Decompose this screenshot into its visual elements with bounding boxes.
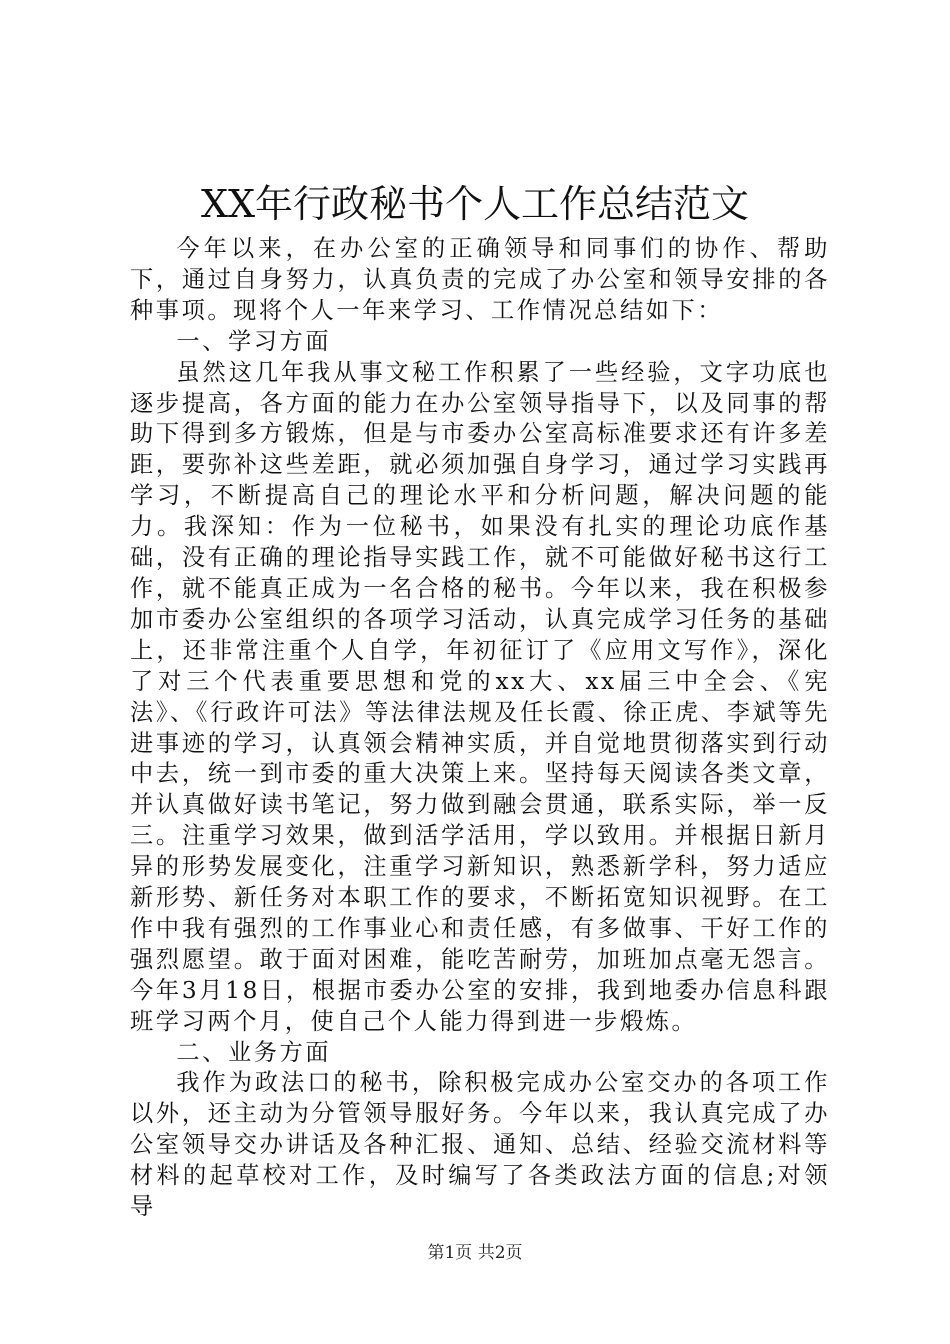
document-body bbox=[130, 234, 830, 1223]
document-title: XX年行政秘书个人工作总结范文 bbox=[200, 182, 750, 226]
page-number-footer: 第1页 共2页 bbox=[427, 1243, 523, 1263]
business-paragraph: 我作为政法口的秘书，除积极完成办公室交办的各项工作以外，还主动为分管领导服好务。今年以来，我认真完成了办公室领导交办讲话及各种汇报、通知、总结、经验交流材料等材料的起草校对工作，及时编写了各类政法方面的信息;对领导 bbox=[130, 1069, 830, 1221]
study-paragraph: 虽然这几年我从事文秘工作积累了一些经验，文字功底也逐步提高，各方面的能力在办公室领导指导下，以及同事的帮助下得到多方锻炼，但是与市委办公室高标准要求还有许多差距，要弥补这些差距，就必须加强自身学习，通过学习实践再学习，不断提高自己的理论水平和分析问题，解决问题的能力。我深知：作为一位秘书，如果没有扎实的理论功底作基础，没有正确的理论指导实践工作，就不可能做好秘书这行工作，就不能真正成为一名合格的秘书。今年以来，我在积极参加市委办公室组织的各项学习活动，认真完成学习任务的基础上，还非常注重个人自学，年初征订了《应用文写作》，深化了对三个代表重要思想和党的xx大、xx届三中全会、《宪法》、《行政许可法》等法律法规及任长霞、徐正虎、李斌等先进事迹的学习，认真领会精神实质，并自觉地贯彻落实到行动中去，统一到市委的重大决策上来。坚持每天阅读各类文章，并认真做好读书笔记，努力做到融会贯通，联系实际，举一反三。注重学习效果，做到活学活用，学以致用。并根据日新月异的形势发展变化，注重学习新知识，熟悉新学科，努力适应新形势、新任务对本职工作的要求，不断拓宽知识视野。在工作中我有强烈的工作事业心和责任感，有多做事、干好工作的强烈愿望。敢于面对困难，能吃苦耐劳，加班加点毫无怨言。今年3月18日，根据市委办公室的安排，我到地委办信息科跟班学习两个月，使自己个人能力得到进一步煅炼。 bbox=[130, 358, 830, 1035]
intro-paragraph: 今年以来，在办公室的正确领导和同事们的协作、帮助下，通过自身努力，认真负责的完成了办公室和领导安排的各种事项。现将个人一年来学习、工作情况总结如下： bbox=[130, 235, 830, 324]
section-heading-study: 一、学习方面 bbox=[176, 327, 332, 355]
section-heading-business: 二、业务方面 bbox=[176, 1038, 332, 1066]
